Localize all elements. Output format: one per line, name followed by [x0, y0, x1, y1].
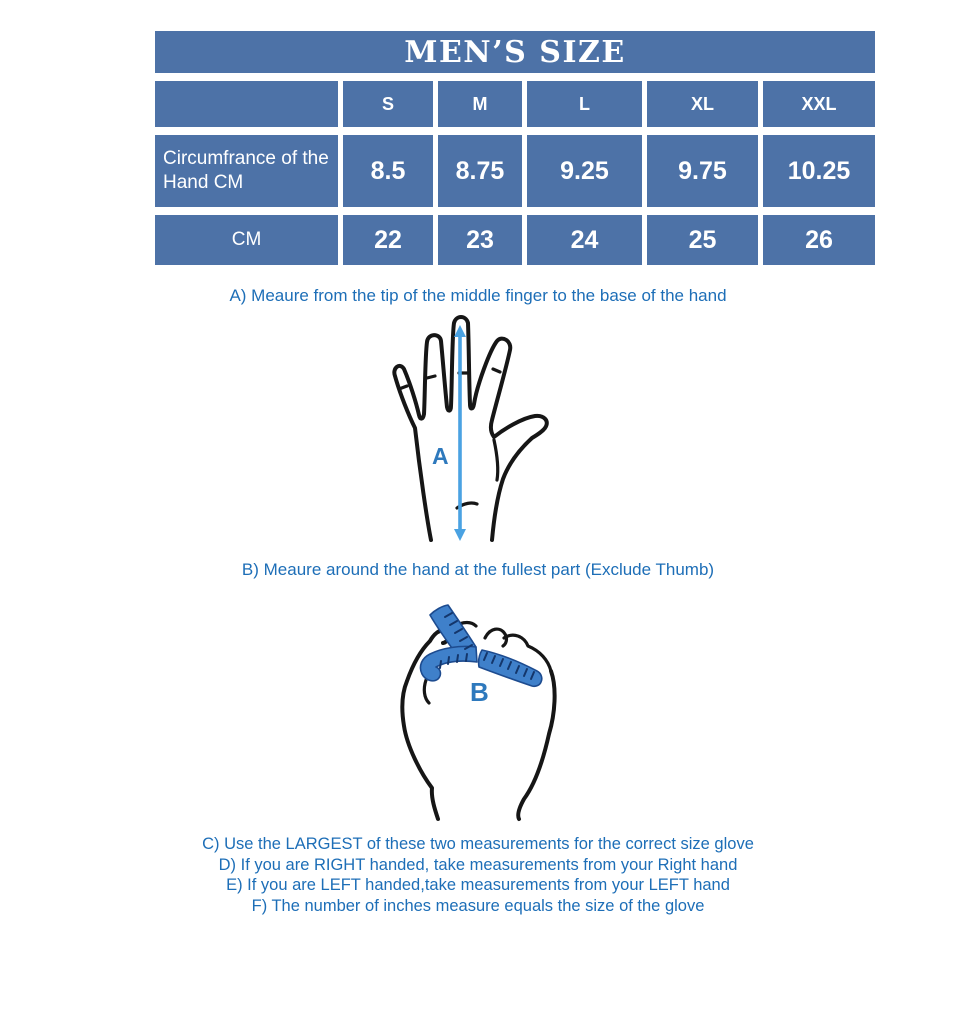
circumference-value-xxl: 10.25: [763, 135, 875, 207]
circumference-value-m: 8.75: [438, 135, 522, 207]
row-label-cm: CM: [155, 215, 338, 265]
size-header-xl: XL: [647, 81, 758, 127]
size-header-l: L: [527, 81, 642, 127]
circumference-value-xl: 9.75: [647, 135, 758, 207]
table-grid: [155, 81, 875, 265]
size-header-m: M: [438, 81, 522, 127]
cm-value-s: 22: [343, 215, 433, 265]
open-hand-outline: [394, 317, 546, 540]
row-label-circumference: Circumfrance of the Hand CM: [155, 135, 338, 207]
footer-notes: [0, 834, 956, 916]
cm-value-l: 24: [527, 215, 642, 265]
instruction-d: D) If you are RIGHT handed, take measurements from your Right hand: [218, 855, 738, 874]
circumference-value-l: 9.25: [527, 135, 642, 207]
mens-size-table: [155, 31, 875, 265]
instruction-f: F) The number of inches measure equals the size of the glove: [251, 896, 705, 915]
cm-value-m: 23: [438, 215, 522, 265]
instruction-c: C) Use the LARGEST of these two measurements for the correct size glove: [202, 835, 754, 853]
diagram-label-b: B: [470, 677, 489, 707]
diagram-label-a: A: [432, 443, 449, 469]
cm-value-xxl: 26: [763, 215, 875, 265]
instruction-e: E) If you are LEFT handed,take measurements from your LEFT hand: [226, 876, 730, 894]
size-header-s: S: [343, 81, 433, 127]
instruction-a: A) Meaure from the tip of the middle finger to the base of the hand: [229, 286, 727, 305]
instruction-b: B) Meaure around the hand at the fullest part (Exclude Thumb): [241, 560, 715, 579]
open-hand-illustration: [350, 312, 610, 548]
fist-outline: [402, 623, 554, 819]
cm-value-xl: 25: [647, 215, 758, 265]
corner-cell: [155, 81, 338, 127]
size-header-xxl: XXL: [763, 81, 875, 127]
fist-hand-illustration: [390, 588, 595, 823]
circumference-value-s: 8.5: [343, 135, 433, 207]
table-title: MEN’S SIZE: [155, 31, 875, 73]
